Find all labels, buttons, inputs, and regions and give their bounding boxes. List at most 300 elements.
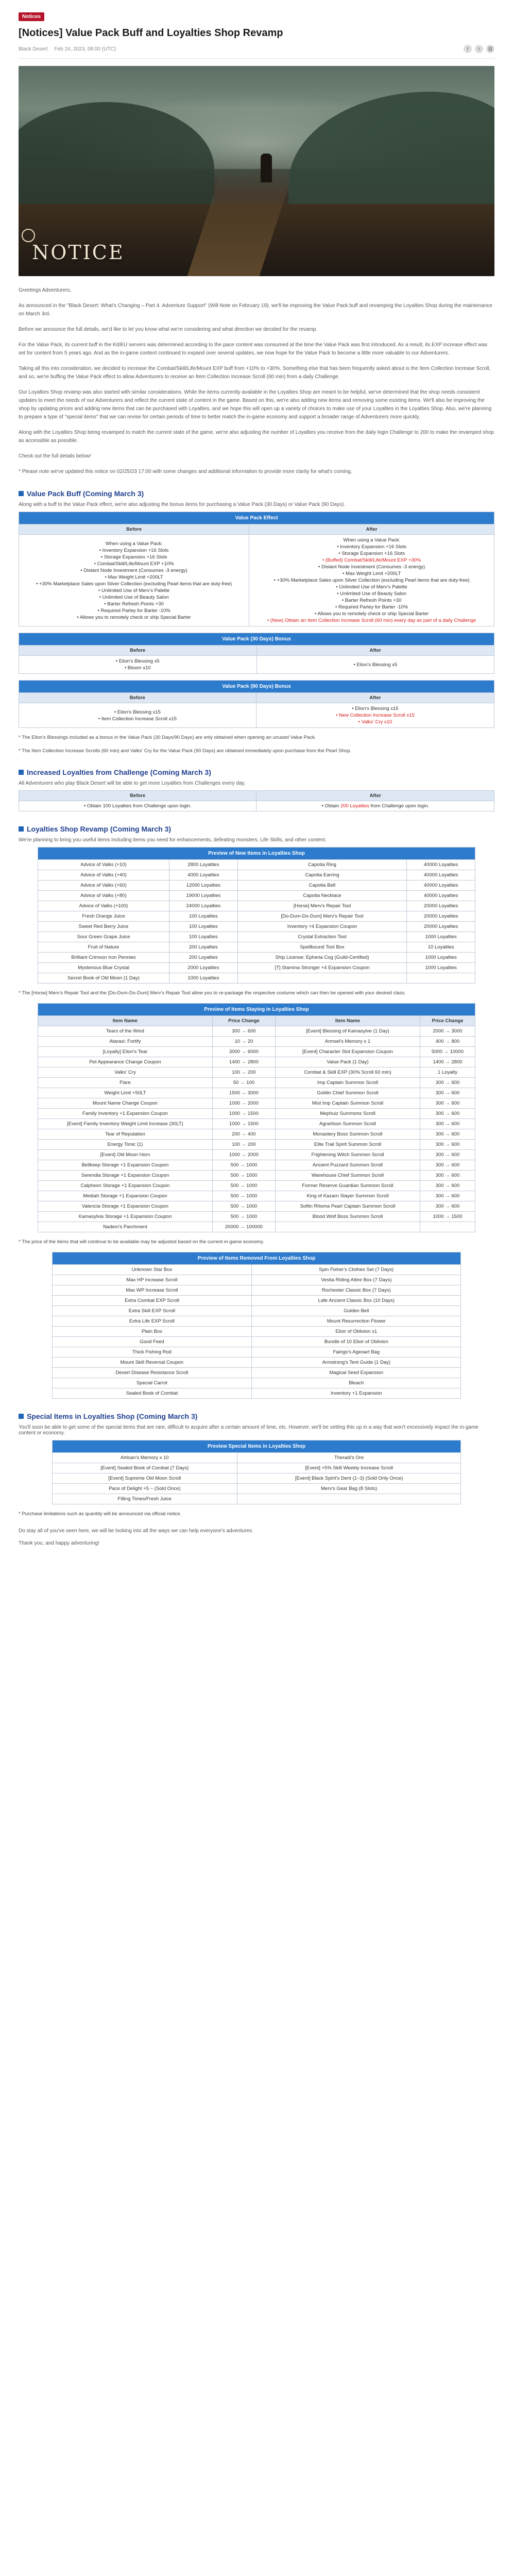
table-cell: 300 → 600 xyxy=(420,1129,475,1140)
column-header: Price Change xyxy=(212,1016,275,1026)
list-line: • Storage Expansion +16 Slots xyxy=(338,551,405,556)
table-cell: 500 → 1000 xyxy=(212,1201,275,1212)
table-cell: 300 → 600 xyxy=(420,1181,475,1191)
new-item-row xyxy=(38,870,475,880)
table-cell: 12000 Loyalties xyxy=(169,880,237,891)
table-cell: Thick Fishing Rod xyxy=(52,1347,252,1358)
table-cell: 24000 Loyalties xyxy=(169,901,237,911)
section-desc: We're planning to bring you useful items including items you need for enhancements, defeating monsters, Life Skills, and other content. xyxy=(19,837,327,843)
special-items-table xyxy=(52,1440,461,1504)
hero-banner xyxy=(19,66,494,276)
post-meta xyxy=(19,46,121,52)
price-row xyxy=(38,1047,475,1057)
special-item-row xyxy=(52,1473,461,1484)
price-row xyxy=(38,1088,475,1098)
value-pack-before-cell xyxy=(19,535,249,626)
section-desc: All Adventurers who play Black Desert will be able to get more Loyalties from Challenges every day. xyxy=(19,781,246,786)
table-cell: 1000 → 1500 xyxy=(212,1119,275,1129)
removed-item-row xyxy=(52,1275,461,1285)
column-header: Item Name xyxy=(275,1016,420,1026)
table-cell: Pet Appearance Change Coupon xyxy=(38,1057,212,1067)
table-cell: Fairigo's Ageoart Bag xyxy=(252,1347,461,1358)
section-bullet-icon xyxy=(19,770,24,775)
column-header: Price Change xyxy=(420,1016,475,1026)
column-header: After xyxy=(256,646,494,656)
table-cell: Max WP Increase Scroll xyxy=(52,1285,252,1296)
price-row xyxy=(38,1171,475,1181)
column-header: After xyxy=(249,524,494,535)
price-note: * The price of the items that will continue to be available may be adjusted based on the current in-game economy. xyxy=(19,1239,264,1245)
value-pack-30-after-cell xyxy=(256,656,494,674)
table-cell: Good Feed xyxy=(52,1337,252,1347)
removed-item-row xyxy=(52,1327,461,1337)
price-row xyxy=(38,1181,475,1191)
table-cell: Inventory +4 Expansion Coupon xyxy=(237,922,407,932)
section-bullet-icon xyxy=(19,491,24,496)
table-cell: [Event] Sealed Book of Combat (7 Days) xyxy=(52,1463,237,1473)
value-pack-effect-table xyxy=(19,512,494,626)
table-cell: [Event] Old Moon Horn xyxy=(38,1150,212,1160)
table-cell: Armstrong's Tent Guide (1 Day) xyxy=(252,1358,461,1368)
table-cell: Bundle of 10 Elixir of Oblivion xyxy=(252,1337,461,1347)
table-cell: Softin Rhoma Pearl Captain Summon Scroll xyxy=(275,1201,420,1212)
value-pack-after-cell xyxy=(249,535,494,626)
table-cell: 1000 → 1500 xyxy=(420,1212,475,1222)
new-item-row xyxy=(38,963,475,973)
value-pack-90-before-cell xyxy=(19,703,256,728)
table-cell: Ancient Puzzard Summon Scroll xyxy=(275,1160,420,1171)
list-line: • +30% Marketplace Sales upon Silver Collection (excluding Pearl items that are duty-free) xyxy=(36,581,232,587)
table-cell: Elixir of Oblivion x1 xyxy=(252,1327,461,1337)
list-line: • Required Parley for Barter -10% xyxy=(335,604,408,610)
price-row xyxy=(38,1201,475,1212)
list-line: • Elion's Blessing x5 xyxy=(353,662,398,668)
table-cell: Advice of Valks (+100) xyxy=(38,901,169,911)
column-header: Before xyxy=(19,646,257,656)
table-cell xyxy=(407,973,475,984)
column-header: Item Name xyxy=(38,1016,212,1026)
table-cell: Weight Limit +50LT xyxy=(38,1088,212,1098)
price-change-table xyxy=(38,1003,475,1232)
table-cell: Spin Fisher's Clothes Set (7 Days) xyxy=(252,1265,461,1275)
table-cell: Vestia Riding Attire Box (7 Days) xyxy=(252,1275,461,1285)
price-row xyxy=(38,1140,475,1150)
table-cell: 300 → 600 xyxy=(420,1171,475,1181)
table-cell: 300 → 600 xyxy=(420,1078,475,1088)
special-note: * Purchase limitations such as quantity will be announced via official notice. xyxy=(19,1511,182,1517)
new-item-row xyxy=(38,911,475,922)
table-cell: Mysterious Blue Crystal xyxy=(38,963,169,973)
table-cell: 300 → 600 xyxy=(420,1140,475,1150)
value-pack-90-after-cell xyxy=(256,703,494,728)
table-cell: [Event] Blessing of Kamasylve (1 Day) xyxy=(275,1026,420,1037)
list-line: • Barter Refresh Points +30 xyxy=(104,601,164,607)
table-cell: Brilliant Crimson Iron Pennies xyxy=(38,953,169,963)
table-cell: 40000 Loyalties xyxy=(407,870,475,880)
table-cell: Agrarlison Summon Scroll xyxy=(275,1119,420,1129)
list-line: • (New) Obtain an Item Collection Increase Scroll (60 min) every day as part of a daily Challenge xyxy=(267,618,476,623)
table-cell: Fruit of Nature xyxy=(38,942,169,953)
table-title: Value Pack Effect xyxy=(19,512,494,524)
highlight-value: 200 Loyalties xyxy=(340,803,369,809)
table-cell: Energy Tonic (1) xyxy=(38,1140,212,1150)
table-cell: [Event] Black Spirit's Dent (1~3) (Sold Only Once) xyxy=(237,1473,460,1484)
table-cell: Kamasylvia Storage +1 Expansion Coupon xyxy=(38,1212,212,1222)
list-line: • Allows you to remotely check or ship Special Barter xyxy=(314,611,429,617)
price-row xyxy=(38,1212,475,1222)
table-cell: 1000 Loyalties xyxy=(407,953,475,963)
table-cell: Mist Imp Captain Summon Scroll xyxy=(275,1098,420,1109)
table-cell: 300 → 600 xyxy=(420,1088,475,1098)
value-pack-90-table xyxy=(19,680,494,728)
table-title: Value Pack (30 Days) Bonus xyxy=(19,633,494,646)
special-item-row xyxy=(52,1494,461,1504)
category-badge[interactable]: Notices xyxy=(19,12,44,21)
list-line: • Inventory Expansion +16 Slots xyxy=(337,544,406,550)
table-cell: 300 → 600 xyxy=(420,1109,475,1119)
table-cell: 40000 Loyalties xyxy=(407,860,475,870)
table-cell xyxy=(237,973,407,984)
table-cell: Elite Trail Spirit Summon Scroll xyxy=(275,1140,420,1150)
table-cell xyxy=(275,1222,420,1232)
column-header: Before xyxy=(19,524,249,535)
table-title: Preview of Items Removed From Loyalties Shop xyxy=(52,1252,461,1265)
intro-paragraph: Our Loyalties Shop revamp was also started with similar considerations. While the items currently available in the Loyalties Shop are meant to be helpful, we've determined that the shop needs consistent updates to meet the needs of our Adventurers and reflect the current state of content in the game. Based on this, we're also adding new items and removing some existing items. We'll also be improving the shop by updating prices and adding new items that can be purchased with Loyalties, and we hope this will open up a variety of choices to make use of your Loyalties in the Loyalties Shop. Also, we're planning to prepare a type of "special items" that we can revise for certain periods of time to better match the in-game economy and support a broader range of Adventurers more quickly. xyxy=(19,389,492,420)
loyalties-after-cell: • Obtain 200 Loyalties from Challenge upon login. xyxy=(256,801,494,811)
intro-paragraph: Check out the full details below! xyxy=(19,453,91,459)
intro-paragraph: For the Value Pack, its current buff in the Kit/EU servers was determined according to the pace content was consumed at the time the Value Pack was first introduced. As a result, its EXP increase effect was set for content from 5 years ago. And as the in-game content continued to expand over several updates, we now hope for the Value Pack to become a little more valuable to our Adventurers. xyxy=(19,342,488,356)
table-cell: Valks' Cry xyxy=(38,1067,212,1078)
new-items-table xyxy=(38,847,475,984)
table-cell: Mephuiz Summons Scroll xyxy=(275,1109,420,1119)
table-cell: Advice of Valks (+60) xyxy=(38,880,169,891)
intro-paragraph: As announced in the "Black Desert: What's Changing – Part 4. Adventure Support" (Will Note on February 19), we'll be improving the Value Pack buff and revamping the Loyalties Shop during the maintenance on March 3rd. xyxy=(19,303,492,317)
section-bullet-icon xyxy=(19,1414,24,1419)
table-cell: Blood Wolf Boss Summon Scroll xyxy=(275,1212,420,1222)
table-cell: Artisan's Memory x 10 xyxy=(52,1453,237,1463)
table-cell: 300 → 600 xyxy=(420,1191,475,1201)
section-title-value-pack: Value Pack Buff (Coming March 3) xyxy=(19,489,494,498)
column-header: Before xyxy=(19,693,256,703)
table-cell: 40000 Loyalties xyxy=(407,880,475,891)
list-line: When using a Value Pack: xyxy=(343,537,400,543)
table-cell: 500 → 1000 xyxy=(212,1212,275,1222)
table-cell: 200 Loyalties xyxy=(169,942,237,953)
table-cell: [Event] Family Inventory Weight Limit Increase (30LT) xyxy=(38,1119,212,1129)
table-cell: 1400 → 2800 xyxy=(420,1057,475,1067)
table-cell: Nadem's Parchment xyxy=(38,1222,212,1232)
table-cell: 20000 Loyalties xyxy=(407,911,475,922)
table-cell: Ataraxi: Fortify xyxy=(38,1037,212,1047)
table-cell: 400 → 800 xyxy=(420,1037,475,1047)
new-item-row xyxy=(38,860,475,870)
table-cell: 3000 → 6000 xyxy=(212,1047,275,1057)
table-cell: 20000 → 100000 xyxy=(212,1222,275,1232)
table-cell: Armsel's Memory x 1 xyxy=(275,1037,420,1047)
table-cell: Goblin Chief Summon Scroll xyxy=(275,1088,420,1098)
post-date: Feb 24, 2023, 08:00 (UTC) xyxy=(54,46,116,52)
table-cell: 1000 Loyalties xyxy=(169,973,237,984)
table-cell: Family Inventory +1 Expansion Coupon xyxy=(38,1109,212,1119)
new-item-row xyxy=(38,932,475,942)
new-item-row xyxy=(38,880,475,891)
table-cell: 50 → 100 xyxy=(212,1078,275,1088)
table-cell: [Do-Dum-Do-Dum] Merv's Repair Tool xyxy=(237,911,407,922)
special-item-row xyxy=(52,1463,461,1473)
page-title: [Notices] Value Pack Buff and Loyalties Shop Revamp xyxy=(19,27,283,39)
facebook-icon[interactable]: f xyxy=(464,45,472,53)
table-cell: King of Kazarn Slayer Summon Scroll xyxy=(275,1191,420,1201)
removed-items-table xyxy=(52,1252,461,1399)
section-title-shop-revamp: Loyalties Shop Revamp (Coming March 3) xyxy=(19,825,494,833)
removed-item-row xyxy=(52,1296,461,1306)
table-cell: Secret Book of Old Moon (1 Day) xyxy=(38,973,169,984)
table-cell: Flare xyxy=(38,1078,212,1088)
list-line: • Required Parley for Barter -10% xyxy=(97,607,170,614)
link-icon[interactable]: ⛓ xyxy=(486,45,494,53)
table-cell: Sealed Book of Combat xyxy=(52,1388,252,1399)
table-cell: Tears of the Wind xyxy=(38,1026,212,1037)
table-cell: 1000 → 2000 xyxy=(212,1098,275,1109)
table-cell: [Loyalty] Elion's Tear xyxy=(38,1047,212,1057)
list-line: • Barter Refresh Points +30 xyxy=(341,598,402,603)
list-line: • Distant Node Investment (Consumes -3 energy) xyxy=(318,564,425,570)
share-buttons xyxy=(464,45,494,53)
table-cell: Bleach xyxy=(252,1378,461,1388)
table-cell: 100 Loyalties xyxy=(169,911,237,922)
table-cell: Bellkeep Storage +1 Expansion Coupon xyxy=(38,1160,212,1171)
removed-item-row xyxy=(52,1378,461,1388)
table-cell: Frightening Witch Summon Scroll xyxy=(275,1150,420,1160)
new-item-row xyxy=(38,891,475,901)
notice-content xyxy=(19,276,494,1567)
new-item-row xyxy=(38,901,475,911)
table-cell: Sweet Red Berry Juice xyxy=(38,922,169,932)
table-cell: 300 → 600 xyxy=(420,1150,475,1160)
table-cell: Rochester Classic Box (7 Days) xyxy=(252,1285,461,1296)
value-pack-30-table xyxy=(19,633,494,674)
list-line: • Elion's Blessing x15 xyxy=(114,709,161,715)
new-items-note: * The [Horse] Merv's Repair Tool and the [Do-Dum-Do-Dum] Merv's Repair Tool allow you to re-package the respective costume which can then be opened with your desired class. xyxy=(19,990,406,996)
table-cell: 500 → 1000 xyxy=(212,1181,275,1191)
table-cell: Advice of Valks (+10) xyxy=(38,860,169,870)
removed-item-row xyxy=(52,1347,461,1358)
price-row xyxy=(38,1129,475,1140)
table-cell: Crystal Extraction Tool xyxy=(237,932,407,942)
price-row xyxy=(38,1026,475,1037)
column-header: After xyxy=(256,693,494,703)
table-cell: 500 → 1000 xyxy=(212,1160,275,1171)
table-cell: 200 → 400 xyxy=(212,1129,275,1140)
table-title: Preview Special Items in Loyalties Shop xyxy=(52,1440,461,1453)
section-title-special-items: Special Items in Loyalties Shop (Coming March 3) xyxy=(19,1412,494,1420)
table-cell: Max HP Increase Scroll xyxy=(52,1275,252,1285)
price-row xyxy=(38,1150,475,1160)
table-cell: Imp Captain Summon Scroll xyxy=(275,1078,420,1088)
table-cell: [Event] Character Slot Expansion Coupon xyxy=(275,1047,420,1057)
price-row xyxy=(38,1160,475,1171)
removed-item-row xyxy=(52,1368,461,1378)
table-cell: Extra Skill EXP Scroll xyxy=(52,1306,252,1316)
table-cell: Desert Disease Resistance Scroll xyxy=(52,1368,252,1378)
new-item-row xyxy=(38,922,475,932)
table-cell: 10 Loyalties xyxy=(407,942,475,953)
hero-notice-text: NOTICE xyxy=(32,241,125,264)
table-cell: 300 → 600 xyxy=(420,1201,475,1212)
column-header: After xyxy=(256,791,494,801)
price-row xyxy=(38,1119,475,1129)
table-cell: Ship License: Epheria Cog (Guild-Certified) xyxy=(237,953,407,963)
special-item-row xyxy=(52,1484,461,1494)
closing-text: Do stay all of you've seen here, we will be looking into all the ways we can help everyone's adventures. xyxy=(19,1528,253,1534)
table-cell: 100 → 200 xyxy=(212,1067,275,1078)
intro-paragraph: Along with the Loyalties Shop being revamped to match the current state of the game, we're also adjusting the number of Loyalties you receive from the daily login Challenge to 200 to make the revamped shop as accessible as possible. xyxy=(19,430,494,444)
loyalties-before-cell: • Obtain 100 Loyalties from Challenge upon login. xyxy=(19,801,256,811)
list-line: • Unlimited Use of Merv's Palette xyxy=(336,584,407,590)
value-pack-30-before-cell xyxy=(19,656,257,674)
table-cell: 100 → 200 xyxy=(212,1140,275,1150)
table-cell: 10 → 20 xyxy=(212,1037,275,1047)
table-cell: 1000 → 1500 xyxy=(212,1109,275,1119)
price-row xyxy=(38,1109,475,1119)
table-cell: Theradi's Ore xyxy=(237,1453,460,1463)
twitter-icon[interactable]: t xyxy=(475,45,483,53)
new-item-row xyxy=(38,953,475,963)
table-cell: 40000 Loyalties xyxy=(407,891,475,901)
new-item-row xyxy=(38,942,475,953)
list-line: • Max Weight Limit +200LT xyxy=(105,574,163,580)
table-cell: [Event] +5% Skill Weekly Increase Scroll xyxy=(237,1463,460,1473)
intro-paragraph: Before we announce the full details, we'd like to let you know what we're considering and what direction we decided for the revamp. xyxy=(19,327,318,332)
removed-item-row xyxy=(52,1337,461,1347)
table-cell: 20000 Loyalties xyxy=(407,901,475,911)
removed-item-row xyxy=(52,1306,461,1316)
removed-item-row xyxy=(52,1388,461,1399)
value-pack-note: * The Item Collection Increase Scrolls (60 min) and Valks' Cry for the Value Pack (90 Days) are obtained immediately upon purchase from the Pearl Shop. xyxy=(19,748,352,754)
table-cell: 19000 Loyalties xyxy=(169,891,237,901)
table-cell: 300 → 600 xyxy=(420,1160,475,1171)
list-line: • Unlimited Use of Beauty Salon xyxy=(99,594,169,600)
list-line: • Inventory Expansion +16 Slots xyxy=(99,547,169,553)
table-cell: Pace of Delight +5 ~ (Sold Once) xyxy=(52,1484,237,1494)
removed-item-row xyxy=(52,1285,461,1296)
notice-header xyxy=(19,0,494,59)
table-cell: Combat & Skill EXP (30% Scroll 60 min) xyxy=(275,1067,420,1078)
table-cell: [Event] Supreme Old Moon Scroll xyxy=(52,1473,237,1484)
table-cell: 100 Loyalties xyxy=(169,932,237,942)
table-cell: Capotia Belt xyxy=(237,880,407,891)
loyalties-challenge-table xyxy=(19,790,494,811)
price-row xyxy=(38,1057,475,1067)
list-line: • Elion's Blessing x5 xyxy=(115,658,160,664)
list-line: • Unlimited Use of Beauty Salon xyxy=(337,591,407,597)
table-cell: Capotia Necklace xyxy=(237,891,407,901)
table-cell: Mount Skill Reversal Coupon xyxy=(52,1358,252,1368)
table-cell: Value Pack (1 Day) xyxy=(275,1057,420,1067)
table-cell: Filling Times/Fresh Juice xyxy=(52,1494,237,1504)
price-row xyxy=(38,1222,475,1232)
price-row xyxy=(38,1191,475,1201)
table-cell: 300 → 600 xyxy=(420,1119,475,1129)
table-cell: 1500 → 3000 xyxy=(212,1088,275,1098)
table-cell: Warehouse Chief Summon Scroll xyxy=(275,1171,420,1181)
section-desc: You'll soon be able to get some of the special items that are rare, difficult to acquire after a certain amount of time, etc. However, we'll be setting this up in a way that won't excessively impact the in-game content or economy. xyxy=(19,1425,478,1436)
table-cell: 300 → 600 xyxy=(420,1098,475,1109)
table-cell: 20000 Loyalties xyxy=(407,922,475,932)
table-cell: Monastery Boss Summon Scroll xyxy=(275,1129,420,1140)
table-cell: 1000 Loyalties xyxy=(407,963,475,973)
table-cell xyxy=(237,1494,460,1504)
table-title: Preview of New Items in Loyalties Shop xyxy=(38,848,475,860)
table-cell: Mount Name Change Coupon xyxy=(38,1098,212,1109)
removed-item-row xyxy=(52,1358,461,1368)
list-line: • Item Collection Increase Scroll x15 xyxy=(98,716,177,722)
table-cell: 200 Loyalties xyxy=(169,953,237,963)
value-pack-note: * The Elion's Blessings included as a bonus in the Value Pack (30 Days/90 Days) are only obtained when opening an unused Value Pack. xyxy=(19,735,316,740)
table-cell: 300 → 600 xyxy=(212,1026,275,1037)
author: Black Desert xyxy=(19,46,48,52)
list-line: • Max Weight Limit +200LT xyxy=(343,571,401,577)
special-item-row xyxy=(52,1453,461,1463)
table-cell: Unknown Star Box xyxy=(52,1265,252,1275)
closing xyxy=(19,1527,494,1548)
list-line: • Valks' Cry x10 xyxy=(358,719,392,725)
list-line: • Unlimited Use of Merv's Palette xyxy=(98,587,170,594)
closing-signoff: Thank you, and happy adventuring! xyxy=(19,1540,99,1546)
table-cell: Capotia Ring xyxy=(237,860,407,870)
table-cell: 1000 Loyalties xyxy=(407,932,475,942)
table-title: Preview of Items Staying in Loyalties Shop xyxy=(38,1004,475,1016)
table-cell: Merv's Gear Bag (8 Slots) xyxy=(237,1484,460,1494)
table-cell: Plain Box xyxy=(52,1327,252,1337)
price-row xyxy=(38,1098,475,1109)
table-cell: Extra Life EXP Scroll xyxy=(52,1316,252,1327)
table-cell: Serendia Storage +1 Expansion Coupon xyxy=(38,1171,212,1181)
list-line: • (Buffed) Combat/Skill/Life/Mount EXP +30% xyxy=(322,557,421,563)
list-line: When using a Value Pack: xyxy=(105,540,163,547)
table-cell: Tear of Reputation xyxy=(38,1129,212,1140)
table-cell: Advice of Valks (+80) xyxy=(38,891,169,901)
table-cell: 1 Loyalty xyxy=(420,1067,475,1078)
table-cell: 1000 → 2000 xyxy=(212,1150,275,1160)
table-cell: Fresh Orange Juice xyxy=(38,911,169,922)
table-cell: Spellbound Tool Box xyxy=(237,942,407,953)
table-cell: 2000 Loyalties xyxy=(169,963,237,973)
table-cell: Mount Resurrection Flower xyxy=(252,1316,461,1327)
table-title: Value Pack (90 Days) Bonus xyxy=(19,681,494,693)
table-cell: Sour Green Grape Juice xyxy=(38,932,169,942)
notice-emblem-icon xyxy=(22,229,35,242)
intro-greeting: Greetings Adventurers, xyxy=(19,287,72,293)
table-cell: Mediah Storage +1 Expansion Coupon xyxy=(38,1191,212,1201)
footer-space xyxy=(19,1552,494,1567)
table-cell: Special Carrot xyxy=(52,1378,252,1388)
list-line: • +30% Marketplace Sales upon Silver Collection (excluding Pearl items that are duty-free) xyxy=(273,578,470,583)
table-cell: Inventory +1 Expansion xyxy=(252,1388,461,1399)
table-cell: Extra Combat EXP Scroll xyxy=(52,1296,252,1306)
table-cell: Advice of Valks (+40) xyxy=(38,870,169,880)
list-line: • Bloom x10 xyxy=(124,665,151,671)
table-cell: [T] Stamina Stronger +4 Expansion Coupon xyxy=(237,963,407,973)
table-cell: 100 Loyalties xyxy=(169,922,237,932)
table-cell: [Horse] Merv's Repair Tool xyxy=(237,901,407,911)
table-cell: Former Reserve Guardian Summon Scroll xyxy=(275,1181,420,1191)
removed-item-row xyxy=(52,1265,461,1275)
price-row xyxy=(38,1078,475,1088)
table-cell: 5000 → 10000 xyxy=(420,1047,475,1057)
section-title-loyalties-challenge: Increased Loyalties from Challenge (Coming March 3) xyxy=(19,768,494,776)
table-cell: Magical Seed Expansion xyxy=(252,1368,461,1378)
